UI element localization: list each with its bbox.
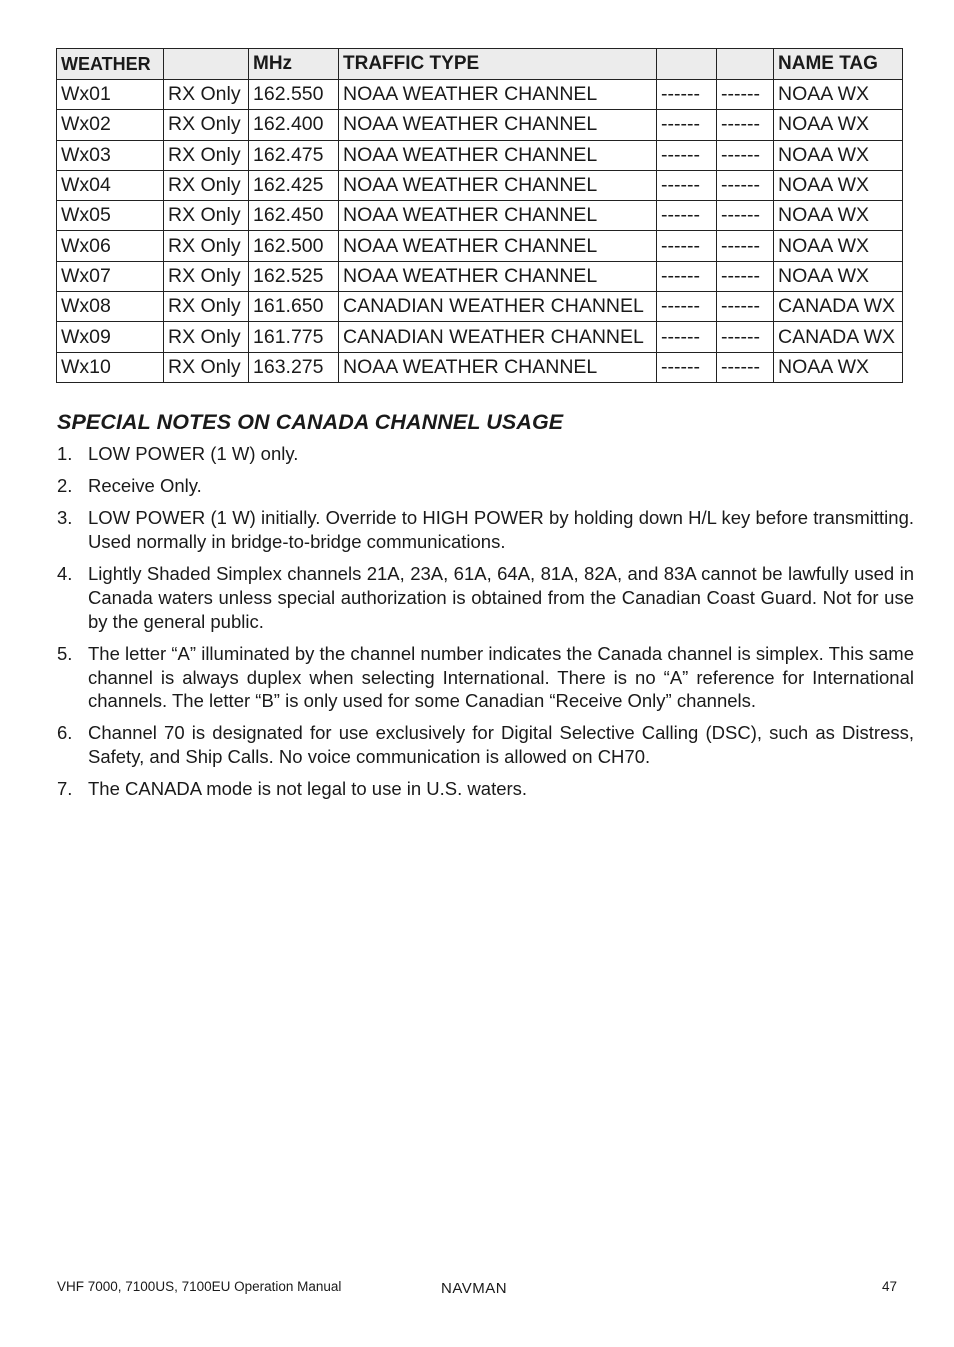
cell-traffic-type: CANADIAN WEATHER CHANNEL xyxy=(339,292,657,322)
list-number: 3. xyxy=(57,507,73,529)
cell-channel: Wx06 xyxy=(57,231,164,261)
cell-traffic-type: NOAA WEATHER CHANNEL xyxy=(339,140,657,170)
cell-channel: Wx05 xyxy=(57,201,164,231)
list-item xyxy=(57,721,914,769)
cell-mode: RX Only xyxy=(164,80,249,110)
cell-channel: Wx01 xyxy=(57,80,164,110)
notes-list xyxy=(57,442,914,801)
cell-channel: Wx08 xyxy=(57,292,164,322)
cell-dash: ------ xyxy=(717,170,774,200)
cell-frequency: 162.400 xyxy=(249,110,339,140)
list-item xyxy=(57,562,914,633)
cell-frequency: 162.450 xyxy=(249,201,339,231)
list-number: 4. xyxy=(57,563,73,585)
cell-frequency: 162.525 xyxy=(249,261,339,291)
table-row xyxy=(57,170,903,200)
cell-dash: ------ xyxy=(717,80,774,110)
brand-logo: NAVMAN xyxy=(441,1280,508,1297)
cell-frequency: 162.550 xyxy=(249,80,339,110)
header-blank-3 xyxy=(717,49,774,80)
cell-mode: RX Only xyxy=(164,292,249,322)
cell-frequency: 162.475 xyxy=(249,140,339,170)
table-row xyxy=(57,292,903,322)
header-weather: WEATHER xyxy=(57,49,164,80)
cell-dash: ------ xyxy=(717,231,774,261)
cell-frequency: 161.650 xyxy=(249,292,339,322)
cell-mode: RX Only xyxy=(164,322,249,352)
cell-traffic-type: NOAA WEATHER CHANNEL xyxy=(339,110,657,140)
cell-traffic-type: CANADIAN WEATHER CHANNEL xyxy=(339,322,657,352)
cell-channel: Wx02 xyxy=(57,110,164,140)
header-name-tag: NAME TAG xyxy=(774,49,903,80)
cell-name-tag: NOAA WX xyxy=(774,140,903,170)
list-item xyxy=(57,474,914,498)
cell-dash: ------ xyxy=(657,140,717,170)
cell-mode: RX Only xyxy=(164,170,249,200)
cell-frequency: 163.275 xyxy=(249,352,339,382)
table-row xyxy=(57,110,903,140)
cell-dash: ------ xyxy=(717,261,774,291)
table-row xyxy=(57,80,903,110)
cell-dash: ------ xyxy=(717,140,774,170)
cell-dash: ------ xyxy=(717,352,774,382)
cell-dash: ------ xyxy=(657,231,717,261)
list-number: 5. xyxy=(57,642,73,664)
special-notes-section xyxy=(57,410,914,809)
cell-channel: Wx04 xyxy=(57,170,164,200)
list-text: Channel 70 is designated for use exclusively for Digital Selective Calling (DSC), such as Distress, Safety, and Ship Calls. No voice communication is allowed on CH70. xyxy=(88,722,914,768)
page-number: 47 xyxy=(881,1279,897,1294)
cell-mode: RX Only xyxy=(164,201,249,231)
cell-frequency: 162.425 xyxy=(249,170,339,200)
table-row xyxy=(57,140,903,170)
cell-dash: ------ xyxy=(717,110,774,140)
header-blank-2 xyxy=(657,49,717,80)
list-number: 2. xyxy=(57,475,73,497)
table-row xyxy=(57,352,903,382)
cell-channel: Wx03 xyxy=(57,140,164,170)
list-item xyxy=(57,777,914,801)
cell-traffic-type: NOAA WEATHER CHANNEL xyxy=(339,352,657,382)
cell-name-tag: CANADA WX xyxy=(774,322,903,352)
table-row xyxy=(57,261,903,291)
cell-dash: ------ xyxy=(657,261,717,291)
table-row xyxy=(57,231,903,261)
cell-frequency: 162.500 xyxy=(249,231,339,261)
list-item xyxy=(57,642,914,713)
cell-dash: ------ xyxy=(657,322,717,352)
table-header-row xyxy=(57,49,903,80)
cell-dash: ------ xyxy=(657,352,717,382)
list-text: Receive Only. xyxy=(88,475,202,497)
list-number: 6. xyxy=(57,722,73,744)
list-item xyxy=(57,506,914,554)
list-text: Lightly Shaded Simplex channels 21A, 23A, 61A, 64A, 81A, 82A, and 83A cannot be lawfully used in Canada waters unless special authorization is obtained from the Canadian Coast Guard. Not for use by the general public. xyxy=(88,563,914,632)
list-text: LOW POWER (1 W) only. xyxy=(88,443,299,464)
cell-mode: RX Only xyxy=(164,261,249,291)
cell-name-tag: CANADA WX xyxy=(774,292,903,322)
list-text: LOW POWER (1 W) initially. Override to HIGH POWER by holding down H/L key before transmitting. Used normally in bridge-to-bridge communications. xyxy=(88,507,914,552)
cell-name-tag: NOAA WX xyxy=(774,80,903,110)
cell-traffic-type: NOAA WEATHER CHANNEL xyxy=(339,201,657,231)
list-text: The CANADA mode is not legal to use in U.S. waters. xyxy=(88,778,528,800)
cell-name-tag: NOAA WX xyxy=(774,170,903,200)
cell-dash: ------ xyxy=(717,201,774,231)
header-blank-1 xyxy=(164,49,249,80)
cell-frequency: 161.775 xyxy=(249,322,339,352)
cell-name-tag: NOAA WX xyxy=(774,201,903,231)
manual-title: VHF 7000, 7100US, 7100EU Operation Manual xyxy=(57,1279,342,1294)
list-number: 7. xyxy=(57,778,73,800)
list-item xyxy=(57,442,914,466)
cell-dash: ------ xyxy=(717,292,774,322)
cell-name-tag: NOAA WX xyxy=(774,110,903,140)
cell-channel: Wx09 xyxy=(57,322,164,352)
cell-dash: ------ xyxy=(657,110,717,140)
header-traffic-type: TRAFFIC TYPE xyxy=(339,49,657,80)
cell-channel: Wx07 xyxy=(57,261,164,291)
cell-traffic-type: NOAA WEATHER CHANNEL xyxy=(339,231,657,261)
table-row xyxy=(57,201,903,231)
cell-name-tag: NOAA WX xyxy=(774,352,903,382)
cell-dash: ------ xyxy=(657,80,717,110)
cell-dash: ------ xyxy=(717,322,774,352)
cell-traffic-type: NOAA WEATHER CHANNEL xyxy=(339,80,657,110)
list-text: The letter “A” illuminated by the channel number indicates the Canada channel is simplex. This same channel is always duplex when selecting International. There is no “A” reference for International channels. The letter “B” is only used for some Canadian “Receive Only” channels. xyxy=(88,642,914,712)
cell-mode: RX Only xyxy=(164,140,249,170)
cell-dash: ------ xyxy=(657,170,717,200)
cell-traffic-type: NOAA WEATHER CHANNEL xyxy=(339,261,657,291)
cell-mode: RX Only xyxy=(164,110,249,140)
cell-traffic-type: NOAA WEATHER CHANNEL xyxy=(339,170,657,200)
table-row xyxy=(57,322,903,352)
list-number: 1. xyxy=(57,443,73,464)
header-mhz: MHz xyxy=(249,49,339,80)
cell-channel: Wx10 xyxy=(57,352,164,382)
weather-channel-table xyxy=(56,48,903,383)
section-heading: SPECIAL NOTES ON CANADA CHANNEL USAGE xyxy=(57,410,564,434)
cell-name-tag: NOAA WX xyxy=(774,261,903,291)
cell-mode: RX Only xyxy=(164,352,249,382)
cell-dash: ------ xyxy=(657,201,717,231)
page-footer xyxy=(57,1279,897,1299)
cell-name-tag: NOAA WX xyxy=(774,231,903,261)
cell-mode: RX Only xyxy=(164,231,249,261)
cell-dash: ------ xyxy=(657,292,717,322)
